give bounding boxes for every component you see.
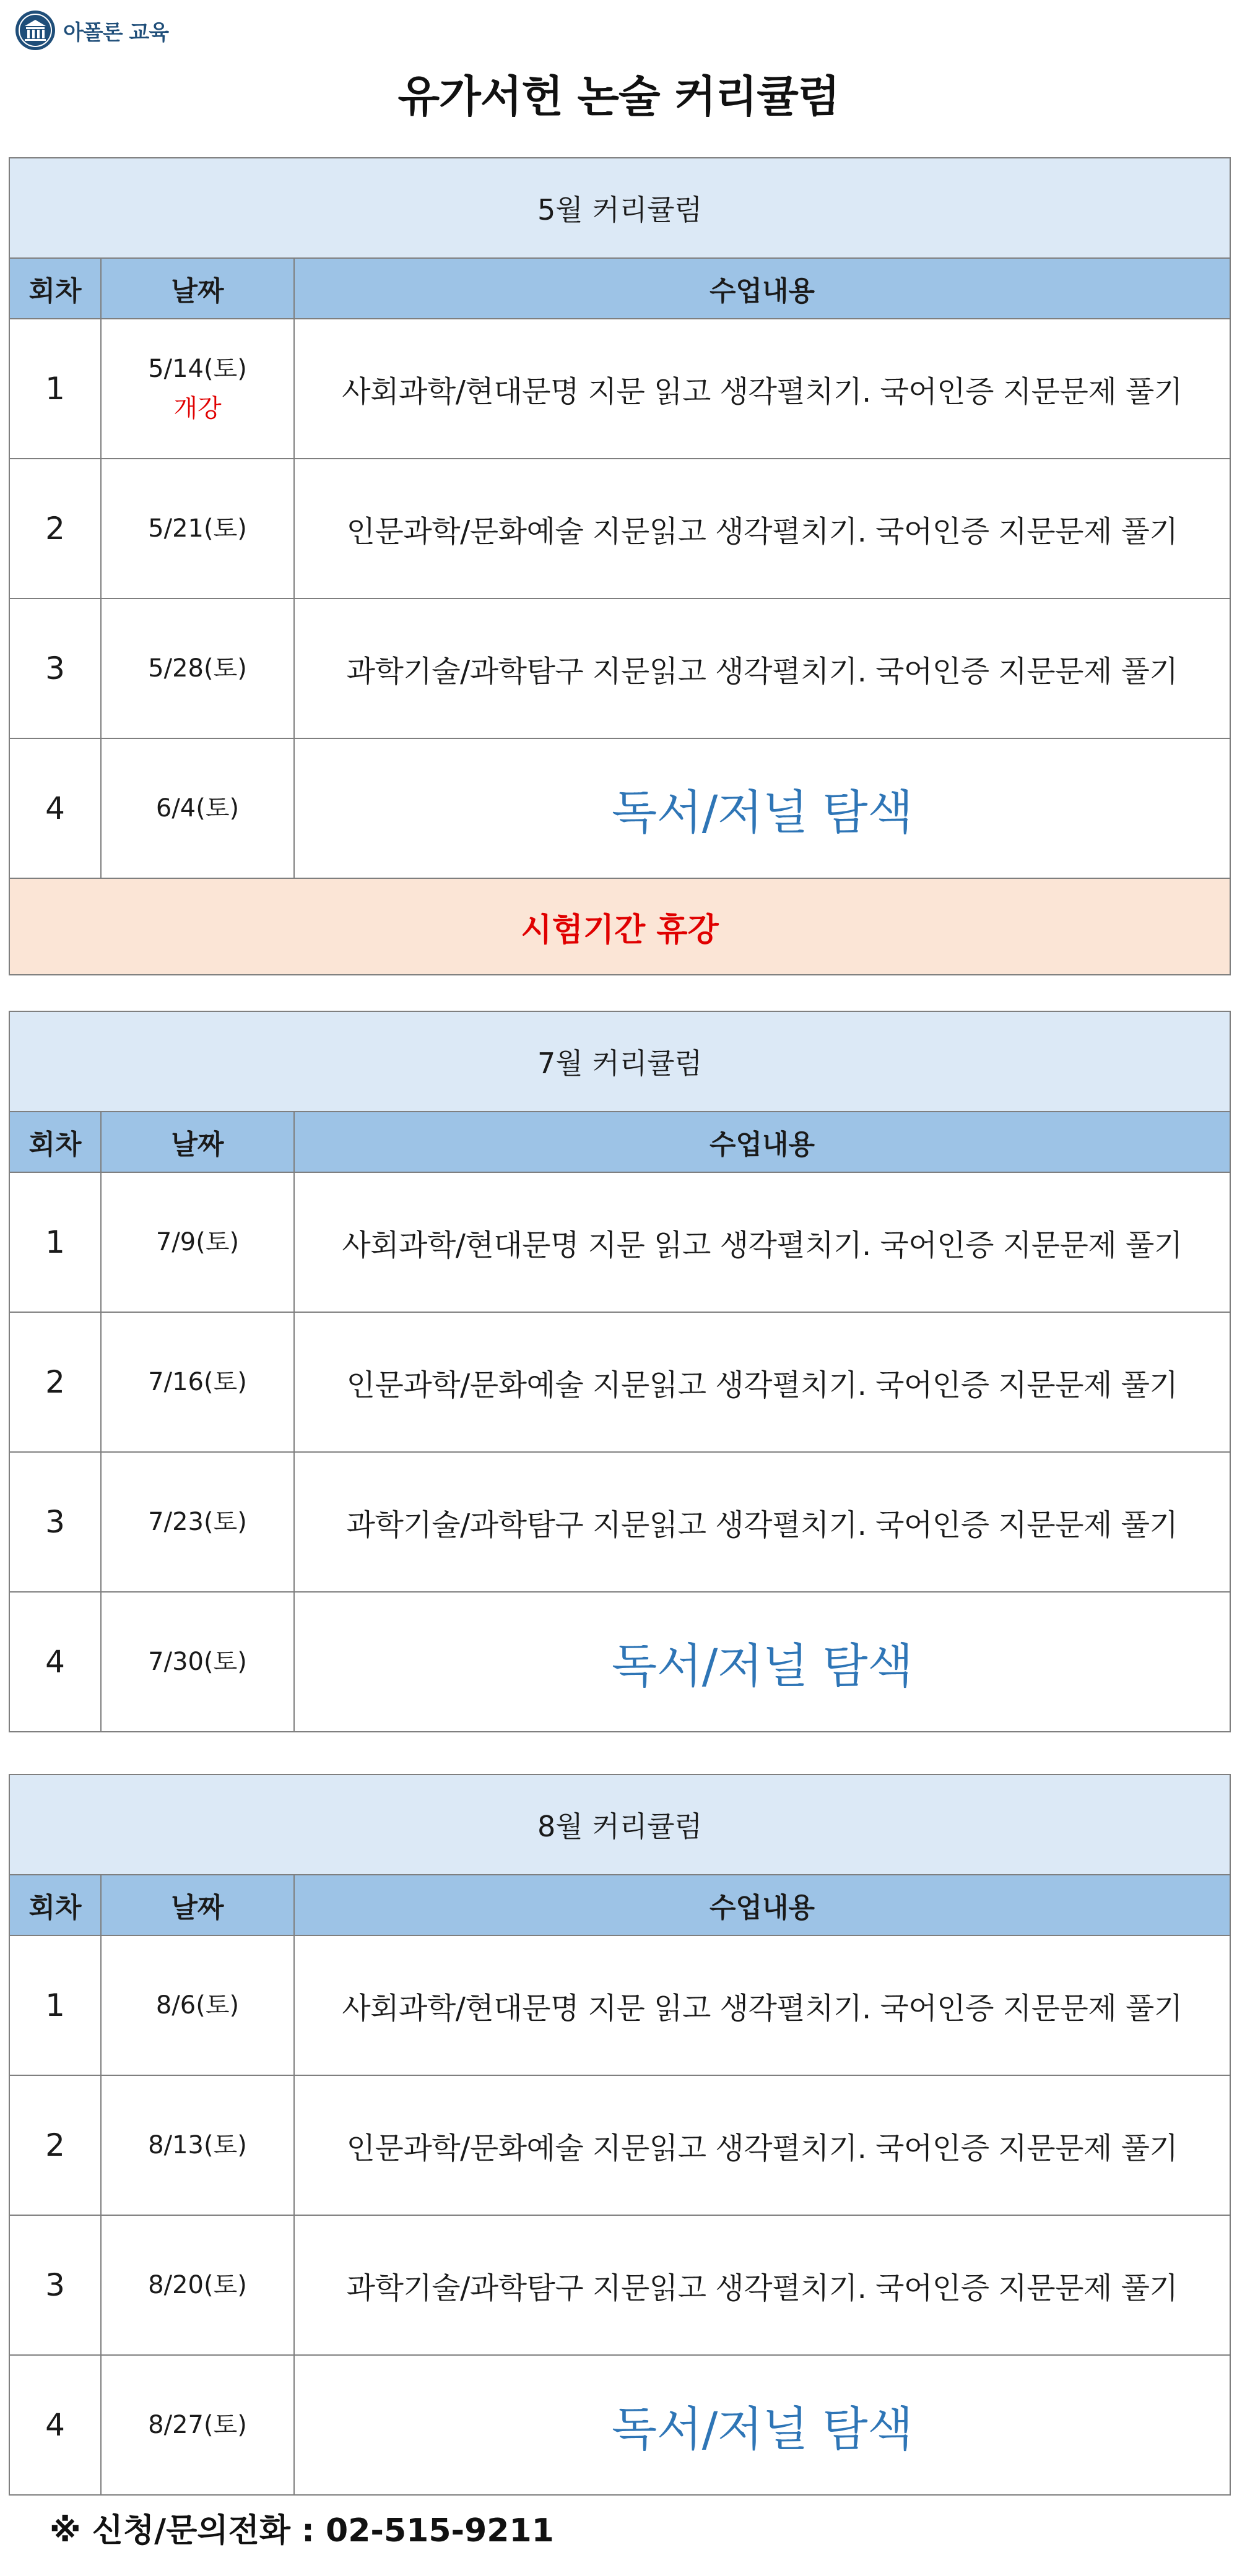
session-date: 6/4(토): [101, 738, 294, 878]
column-header-date: 날짜: [101, 1875, 294, 1935]
opening-note: 개강: [173, 394, 222, 423]
session-content: 과학기술/과학탐구 지문읽고 생각펼치기. 국어인증 지문문제 풀기: [294, 2215, 1230, 2355]
session-content: 독서/저널 탐색: [294, 2355, 1230, 2495]
table-row: [9, 459, 1230, 599]
session-date: 7/9(토): [101, 1172, 294, 1312]
logo-text: 아폴론 교육: [63, 20, 169, 45]
session-content: 과학기술/과학탐구 지문읽고 생각펼치기. 국어인증 지문문제 풀기: [294, 599, 1230, 738]
session-date: 5/21(토): [101, 459, 294, 599]
column-header-session: 회차: [9, 1112, 101, 1172]
column-header-date: 날짜: [101, 1112, 294, 1172]
table-row: [9, 1312, 1230, 1452]
session-date: 5/14(토): [148, 355, 247, 383]
session-date: 8/27(토): [101, 2355, 294, 2495]
session-content: 사회과학/현대문명 지문 읽고 생각펼치기. 국어인증 지문문제 풀기: [294, 319, 1230, 459]
table-row: [9, 2215, 1230, 2355]
column-header-session: 회차: [9, 258, 101, 319]
session-content: 사회과학/현대문명 지문 읽고 생각펼치기. 국어인증 지문문제 풀기: [294, 1172, 1230, 1312]
session-date-cell: [101, 319, 294, 459]
session-content: 인문과학/문화예술 지문읽고 생각펼치기. 국어인증 지문문제 풀기: [294, 2075, 1230, 2215]
month-title: 5월 커리큘럼: [9, 158, 1230, 258]
session-date: 7/30(토): [101, 1592, 294, 1732]
session-number: 3: [9, 1452, 101, 1592]
session-number: 4: [9, 1592, 101, 1732]
session-number: 4: [9, 2355, 101, 2495]
session-date: 7/23(토): [101, 1452, 294, 1592]
table-row: [9, 1172, 1230, 1312]
session-content: 독서/저널 탐색: [294, 738, 1230, 878]
session-date: 7/16(토): [101, 1312, 294, 1452]
curriculum-table-august: [9, 1774, 1230, 2496]
table-row: [9, 1452, 1230, 1592]
session-content: 인문과학/문화예술 지문읽고 생각펼치기. 국어인증 지문문제 풀기: [294, 459, 1230, 599]
building-seal-icon: [15, 10, 56, 51]
session-date: 8/20(토): [101, 2215, 294, 2355]
column-header-content: 수업내용: [294, 1112, 1230, 1172]
session-content: 사회과학/현대문명 지문 읽고 생각펼치기. 국어인증 지문문제 풀기: [294, 1935, 1230, 2075]
column-header-session: 회차: [9, 1875, 101, 1935]
logo: [15, 9, 168, 52]
month-title: 8월 커리큘럼: [9, 1774, 1230, 1875]
session-number: 1: [9, 1172, 101, 1312]
session-number: 3: [9, 599, 101, 738]
session-content: 인문과학/문화예술 지문읽고 생각펼치기. 국어인증 지문문제 풀기: [294, 1312, 1230, 1452]
session-number: 1: [9, 1935, 101, 2075]
session-content: 독서/저널 탐색: [294, 1592, 1230, 1732]
curriculum-table-may: [9, 157, 1230, 975]
contact-phone-note: ※ 신청/문의전화 : 02-515-9211: [50, 2512, 554, 2549]
exam-break-notice: 시험기간 휴강: [9, 878, 1230, 975]
table-row: [9, 738, 1230, 878]
session-date: 8/13(토): [101, 2075, 294, 2215]
table-row: [9, 2355, 1230, 2495]
session-number: 2: [9, 1312, 101, 1452]
column-header-date: 날짜: [101, 258, 294, 319]
session-number: 1: [9, 319, 101, 459]
page-title: 유가서헌 논술 커리큘럼: [397, 71, 840, 122]
session-date: 8/6(토): [101, 1935, 294, 2075]
session-number: 2: [9, 459, 101, 599]
table-row: [9, 319, 1230, 459]
column-header-content: 수업내용: [294, 1875, 1230, 1935]
table-row: [9, 1592, 1230, 1732]
session-number: 4: [9, 738, 101, 878]
month-title: 7월 커리큘럼: [9, 1011, 1230, 1112]
table-row: [9, 1935, 1230, 2075]
session-number: 3: [9, 2215, 101, 2355]
session-date: 5/28(토): [101, 599, 294, 738]
curriculum-table-july: [9, 1011, 1230, 1732]
table-row: [9, 599, 1230, 738]
column-header-content: 수업내용: [294, 258, 1230, 319]
session-content: 과학기술/과학탐구 지문읽고 생각펼치기. 국어인증 지문문제 풀기: [294, 1452, 1230, 1592]
table-row: [9, 2075, 1230, 2215]
session-number: 2: [9, 2075, 101, 2215]
